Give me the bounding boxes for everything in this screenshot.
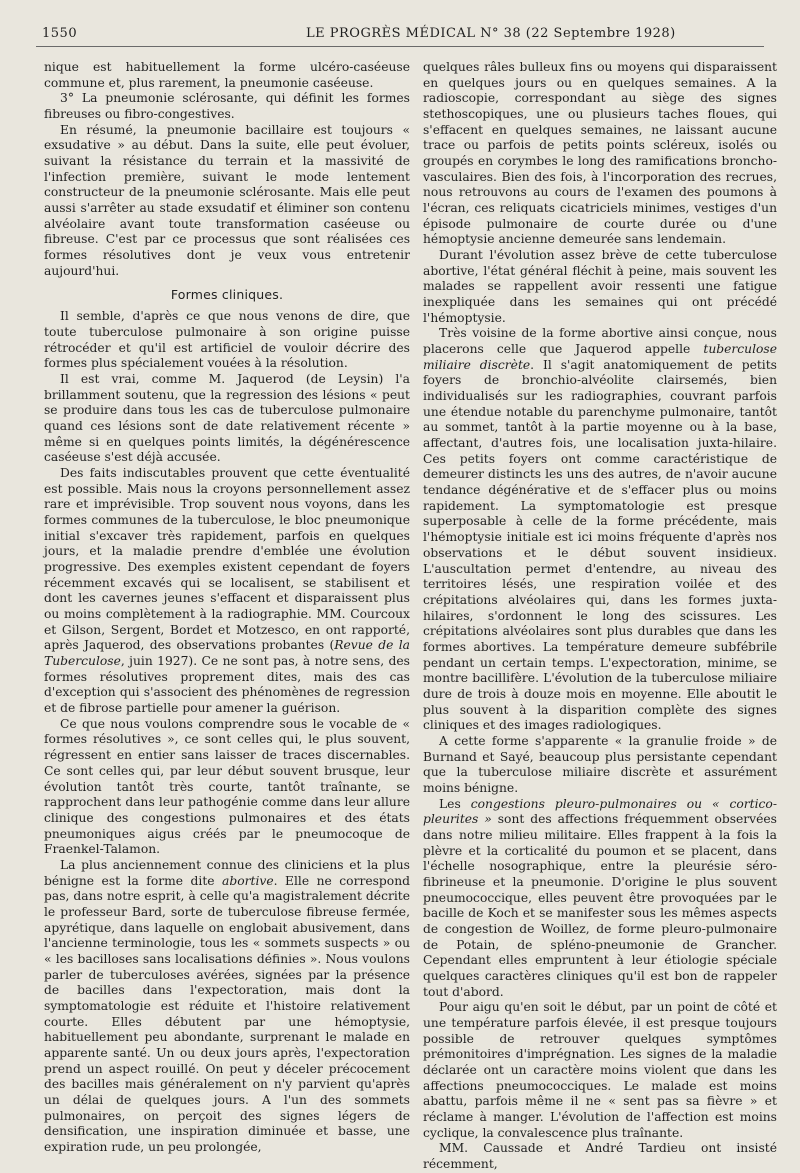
citation-title: Revue de la Tuberculose	[44, 638, 410, 669]
paragraph: Durant l'évolution assez brève de cette tuberculose abortive, l'état général fléchit à peine, mais souvent les malades se rappellent avoir ressenti une fatigue inexpliquée dans les semaines qui ont précédé l'hémoptysie.	[423, 248, 777, 325]
journal-title: LE PROGRÈS MÉDICAL N° 38 (22 Septembre 1928)	[306, 26, 676, 41]
section-heading: Formes cliniques.	[170, 287, 284, 303]
paragraph: MM. Caussade et André Tardieu ont insisté récemment,	[423, 1141, 777, 1172]
paragraph: Pour aigu qu'en soit le début, par un point de côté et une température parfois élevée, il est presque toujours possible de retrouver quelques symptômes prémonitoires d'imprégnation. Les signes de la maladie déclarée ont un caractère moins violent que dans les affections pneumococciques. Le malade est moins abattu, parfois même il ne « sent pas sa fièvre » et réclame à manger. L'évolution de l'affection est moins cyclique, la convalescence plus traînante.	[423, 1000, 777, 1140]
italic-term: congestions pleuro-pulmonaires ou « cortico-pleurites »	[423, 796, 777, 827]
page-number: 1550	[42, 26, 78, 41]
paragraph: nique est habituellement la forme ulcéro-caséeuse commune et, plus rarement, la pneumonie caséeuse.	[44, 60, 410, 90]
text-run: Très voisine de la forme abortive ainsi conçue, nous placerons celle que Jaquerod appelle	[423, 326, 777, 357]
text-run: . Il s'agit anatomiquement de petits foyers de bronchio-alvéolite clairsemés, bien individualisés sur les radiographies, couvrant parfois une étendue notable du parenchyme pulmonaire, tantôt au sommet, tantôt à la partie moyenne ou à la base, affectant, d'autres fois, une localisation juxta-hilaire. Ces petits foyers ont comme caractéristique de demeurer distincts les uns des autres, de n'avoir aucune tendance dégénérative et de s'effacer plus ou moins rapidement. La symptomatologie est presque superposable à celle de la forme précédente, mais l'hémoptysie initiale est ici moins fréquente d'après nos observations et le début souvent insidieux. L'auscultation permet d'entendre, au niveau des territoires lésés, une respiration voilée et des crépitations alvéolaires qui, dans les formes juxta-hilaires, s'ordonnent le long des scissures. Les crépitations alvéolaires sont plus durables que dans les formes abortives. La température demeure subfébrile pendant un certain temps. L'expectoration, minime, se montre bacillifère. L'évolution de la tuberculose miliaire dure de trois à douze mois en moyenne. Elle aboutit le plus souvent à la disparition complète des signes cliniques et des images radiologiques.	[423, 357, 777, 733]
text-run: La plus anciennement connue des cliniciens et la plus bénigne est la forme dite	[44, 857, 410, 888]
italic-term: abortive	[222, 873, 274, 888]
paragraph: Il semble, d'après ce que nous venons de dire, que toute tuberculose pulmonaire à son origine puisse rétrocéder et qu'il est artificiel de vouloir décrire des formes plus spécialement vouées à la résolution.	[44, 309, 410, 371]
paragraph: Il est vrai, comme M. Jaquerod (de Leysin) l'a brillamment soutenu, que la regression des lésions « peut se produire dans tous les cas de tuberculose pulmonaire quand ces lésions sont de date relativement récente » même si en quelques points limités, la dégénérescence caséeuse s'est déjà accusée.	[44, 372, 410, 465]
text-run: sont des affections fréquemment observées dans notre milieu militaire. Elles frappent à la fois la plèvre et la corticalité du poumon et se placent, dans l'échelle nosographique, entre la pleurésie séro-fibrineuse et la pneumonie. D'origine le plus souvent pneumococcique, elles peuvent être provoquées par le bacille de Koch et se manifester sous les mêmes aspects de congestion de Woillez, de forme pleuro-pulmonaire de Potain, de spléno-pneumonie de Grancher. Cependant elles empruntent à leur étiologie spéciale quelques caractères cliniques qu'il est bon de rappeler tout d'abord.	[423, 812, 777, 999]
paragraph: 3° La pneumonie sclérosante, qui définit les formes fibreuses ou fibro-congestives.	[44, 91, 410, 122]
paragraph: En résumé, la pneumonie bacillaire est toujours « exsudative » au début. Dans la suite, elle peut évoluer, suivant la résistance du terrain et la massivité de l'infection première, suivant le mode lentement constructeur de la pneumonie sclérosante. Mais elle peut aussi s'arrêter au stade exsudatif et éliminer son contenu alvéolaire avant toute transformation caséeuse ou fibreuse. C'est par ce processus que sont réalisées ces formes résolutives dont je veux vous entretenir aujourd'hui.	[44, 122, 410, 278]
right-column	[423, 60, 777, 1172]
text-run: Les	[439, 796, 471, 811]
paragraph	[44, 466, 410, 717]
text-run: Des faits indiscutables prouvent que cette éventualité est possible. Mais nous la croyons personnellement assez rare et imprévisible. Trop souvent nous voyons, dans les formes communes de la tuberculose, le bloc pneumonique initial s'excaver très rapidement, parfois en quelques jours, et la maladie prendre d'emblée une évolution progressive. Des exemples existent cependant de foyers récemment excavés qui se localisent, se stabilisent et dont les cavernes jeunes s'effacent et disparaissent plus ou moins complètement à la radiographie. MM. Courcoux et Gilson, Sergent, Bordet et Motzesco, en ont rapporté, après Jaquerod, des observations probantes (	[44, 466, 410, 653]
paragraph	[423, 797, 777, 1001]
italic-term: tuberculose miliaire discrète	[423, 342, 777, 372]
text-run: . Elle ne correspond pas, dans notre esprit, à celle qu'a magistralement décrite le professeur Bard, sorte de tuberculose fibreuse fermée, apyrétique, dans laquelle on englobait abusivement, dans l'ancienne terminologie, tous les « sommets suspects » ou « les bacilloses sans localisations définies ». Nous voulons parler de tuberculoses avérées, signées par la présence de bacilles dans l'expectoration, mais dont la symptomatologie est réduite et l'histoire relativement courte. Elles débutent par une hémoptysie, habituellement peu abondante, surprenant le malade en apparente santé. Un ou deux jours après, l'expectoration prend un aspect rouillé. On peut y déceler précocement des bacilles mais généralement on n'y parvient qu'après un délai de quelques jours. A l'un des sommets pulmonaires, on perçoit des signes légers de densification, une inspiration diminuée et basse, une expiration rude, un peu prolongée,	[44, 873, 410, 1154]
text-run: , juin 1927). Ce ne sont pas, à notre sens, des formes résolutives proprement dites, mais des cas d'exception qui s'associent des phénomènes de regression et de fibrose partielle pour amener la guérison.	[44, 654, 410, 716]
left-column	[44, 60, 410, 1154]
paragraph: A cette forme s'apparente « la granulie froide » de Burnand et Sayé, beaucoup plus persistante cependant que la tuberculose miliaire discrète et assurément moins bénigne.	[423, 733, 777, 795]
paragraph	[423, 326, 777, 733]
paragraph	[44, 858, 410, 1156]
running-header	[36, 24, 764, 47]
paragraph: quelques râles bulleux fins ou moyens qui disparaissent en quelques jours ou en quelques semaines. A la radioscopie, correspondant au siège des signes stethoscopiques, une ou plusieurs taches floues, qui s'effacent en quelques semaines, ne laissant aucune trace ou parfois de petits points scléreux, isolés ou groupés en corymbes le long des ramifications broncho-vasculaires. Bien des fois, à l'incorporation des recrues, nous retrouvons au cours de l'examen des poumons à l'écran, ces reliquats cicatriciels minimes, vestiges d'un épisode pulmonaire de courte durée ou d'une hémoptysie ancienne demeurée sans lendemain.	[423, 60, 777, 247]
paragraph: Ce que nous voulons comprendre sous le vocable de « formes résolutives », ce sont celles qui, le plus souvent, régressent en entier sans laisser de traces discernables. Ce sont celles qui, par leur début souvent brusque, leur évolution tantôt très courte, tantôt traînante, se rapprochent dans leur pathogénie comme dans leur allure clinique des congestions pulmonaires et des états pneumoniques aigus créés par le pneumocoque de Fraenkel-Talamon.	[44, 716, 410, 857]
